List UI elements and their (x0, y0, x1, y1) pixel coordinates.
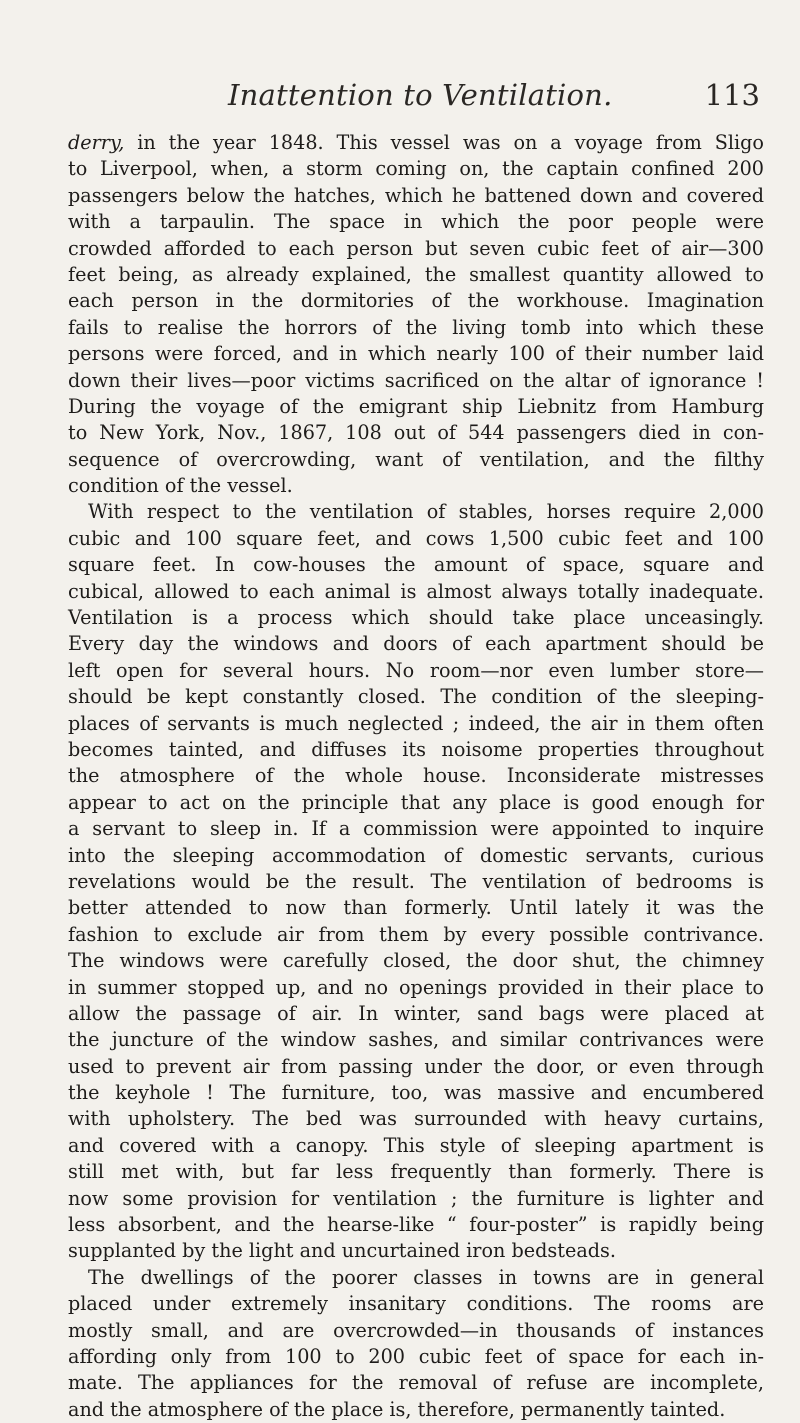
text-line: cubic and 100 square feet, and cows 1,500 cubic feet and 100 (68, 526, 764, 550)
text-line: persons were forced, and in which nearly 100 of their number laid (68, 342, 764, 366)
text-line: into the sleeping accommodation of domestic servants, curious (68, 843, 764, 867)
line-text: in the year 1848. This vessel was on a voyage from Sligo (124, 131, 764, 154)
text-line: with a tarpaulin. The space in which the poor people were (68, 210, 764, 234)
text-line: the juncture of the window sashes, and similar contrivances were (68, 1028, 764, 1052)
text-line: condition of the vessel. (68, 474, 293, 498)
text-line: fashion to exclude air from them by every possible contrivance. (68, 922, 764, 946)
text-line: allow the passage of air. In winter, sand bags were placed at (68, 1001, 764, 1025)
text-line: mate. The appliances for the removal of refuse are incomplete, (68, 1371, 764, 1395)
text-line: passengers below the hatches, which he battened down and covered (68, 183, 764, 207)
text-line: fails to realise the horrors of the living tomb into which these (68, 315, 764, 339)
text-line: mostly small, and are overcrowded—in thousands of instances (68, 1318, 764, 1342)
text-line: down their lives—poor victims sacrificed on the altar of ignorance ! (68, 368, 764, 392)
text-line: crowded afforded to each person but seven cubic feet of air—300 (68, 236, 764, 260)
text-line: With respect to the ventilation of stables, horses require 2,000 (88, 500, 764, 524)
text-line: The windows were carefully closed, the door shut, the chimney (68, 949, 764, 973)
text-line: with upholstery. The bed was surrounded with heavy curtains, (68, 1107, 764, 1131)
paragraph-2 (68, 499, 764, 1264)
text-line: affording only from 100 to 200 cubic feet of space for each in- (68, 1344, 764, 1368)
text-line: places of servants is much neglected ; indeed, the air in them often (68, 711, 764, 735)
text-line: square feet. In cow-houses the amount of space, square and (68, 553, 764, 577)
text-line: cubical, allowed to each animal is almost always totally inadequate. (68, 579, 764, 603)
text-line: supplanted by the light and uncurtained iron bedsteads. (68, 1239, 616, 1263)
text-line: revelations would be the result. The ventilation of bedrooms is (68, 869, 764, 893)
text-line: the keyhole ! The furniture, too, was massive and encumbered (68, 1081, 764, 1105)
text-line: left open for several hours. No room—nor even lumber store— (68, 658, 764, 682)
text-line: The dwellings of the poorer classes in towns are in general (88, 1265, 764, 1289)
text-line: and the atmosphere of the place is, therefore, permanently tainted. (68, 1397, 726, 1421)
text-line: sequence of overcrowding, want of ventilation, and the filthy (68, 447, 764, 471)
text-line: the atmosphere of the whole house. Inconsiderate mistresses (68, 764, 764, 788)
text-line: During the voyage of the emigrant ship Liebnitz from Hamburg (68, 394, 764, 418)
text-line: feet being, as already explained, the smallest quantity allowed to (68, 262, 764, 286)
paragraph-3 (68, 1265, 764, 1423)
text-line: Ventilation is a process which should take place unceasingly. (68, 606, 764, 630)
text-line: in summer stopped up, and no openings provided in their place to (68, 975, 764, 999)
text-line: to Liverpool, when, a storm coming on, the captain confined 200 (68, 157, 764, 181)
body-text (68, 130, 764, 1423)
text-line: now some provision for ventilation ; the furniture is lighter and (68, 1186, 764, 1210)
page-header (68, 78, 764, 118)
text-line: becomes tainted, and diffuses its noisome properties throughout (68, 737, 764, 761)
text-line (68, 130, 764, 156)
running-title: Inattention to Ventilation. (228, 78, 613, 112)
text-line: to New York, Nov., 1867, 108 out of 544 passengers died in con- (68, 421, 764, 445)
text-line: and covered with a canopy. This style of sleeping apartment is (68, 1133, 764, 1157)
text-line: better attended to now than formerly. Until lately it was the (68, 896, 764, 920)
italic-word: derry, (68, 131, 125, 154)
text-line: used to prevent air from passing under the door, or even through (68, 1054, 764, 1078)
text-line: Every day the windows and doors of each apartment should be (68, 632, 764, 656)
page-number: 113 (704, 78, 760, 112)
text-line: each person in the dormitories of the workhouse. Imagination (68, 289, 764, 313)
paragraph-1 (68, 130, 764, 499)
text-line: placed under extremely insanitary conditions. The rooms are (68, 1292, 764, 1316)
text-line: less absorbent, and the hearse-like “ four-poster” is rapidly being (68, 1213, 764, 1237)
text-line: still met with, but far less frequently than formerly. There is (68, 1160, 764, 1184)
text-line: a servant to sleep in. If a commission were appointed to inquire (68, 817, 764, 841)
text-line: should be kept constantly closed. The condition of the sleeping- (68, 685, 764, 709)
text-line: appear to act on the principle that any place is good enough for (68, 790, 764, 814)
